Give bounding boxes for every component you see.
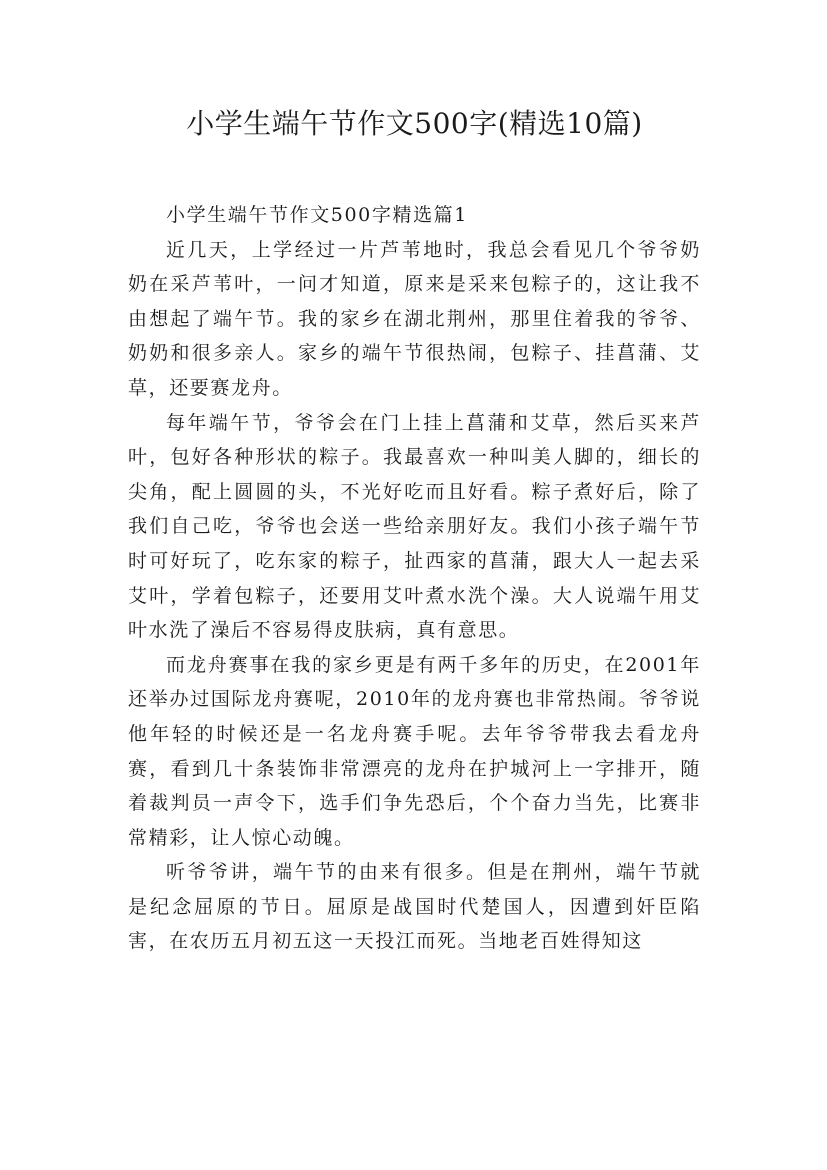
document-body: [128, 198, 701, 959]
document-title: 小学生端午节作文500字(精选10篇): [186, 107, 643, 140]
paragraph-3: 而龙舟赛事在我的家乡更是有两千多年的历史，在2001年还举办过国际龙舟赛呢，2010年的龙舟赛也非常热闹。爷爷说他年轻的时候还是一名龙舟赛手呢。去年爷爷带我去看龙舟赛，看到几十条装饰非常漂亮的龙舟在护城河上一字排开，随着裁判员一声令下，选手们争先恐后，个个奋力当先，比赛非常精彩，让人惊心动魄。: [128, 653, 701, 849]
section-heading: 小学生端午节作文500字精选篇1: [166, 204, 468, 226]
paragraph-2: 每年端午节，爷爷会在门上挂上菖蒲和艾草，然后买来芦叶，包好各种形状的粽子。我最喜欢一种叫美人脚的，细长的尖角，配上圆圆的头，不光好吃而且好看。粽子煮好后，除了我们自己吃，爷爷也会送一些给亲朋好友。我们小孩子端午节时可好玩了，吃东家的粽子，扯西家的菖蒲，跟大人一起去采艾叶，学着包粽子，还要用艾叶煮水洗个澡。大人说端午用艾叶水洗了澡后不容易得皮肤病，真有意思。: [128, 411, 701, 642]
paragraph-1: 近几天，上学经过一片芦苇地时，我总会看见几个爷爷奶奶在采芦苇叶，一问才知道，原来是采来包粽子的，这让我不由想起了端午节。我的家乡在湖北荆州，那里住着我的爷爷、奶奶和很多亲人。家乡的端午节很热闹，包粽子、挂菖蒲、艾草，还要赛龙舟。: [128, 238, 701, 399]
paragraph-4: 听爷爷讲，端午节的由来有很多。但是在荆州，端午节就是纪念屈原的节日。屈原是战国时代楚国人，因遭到奸臣陷害，在农历五月初五这一天投江而死。当地老百姓得知这: [128, 861, 701, 953]
